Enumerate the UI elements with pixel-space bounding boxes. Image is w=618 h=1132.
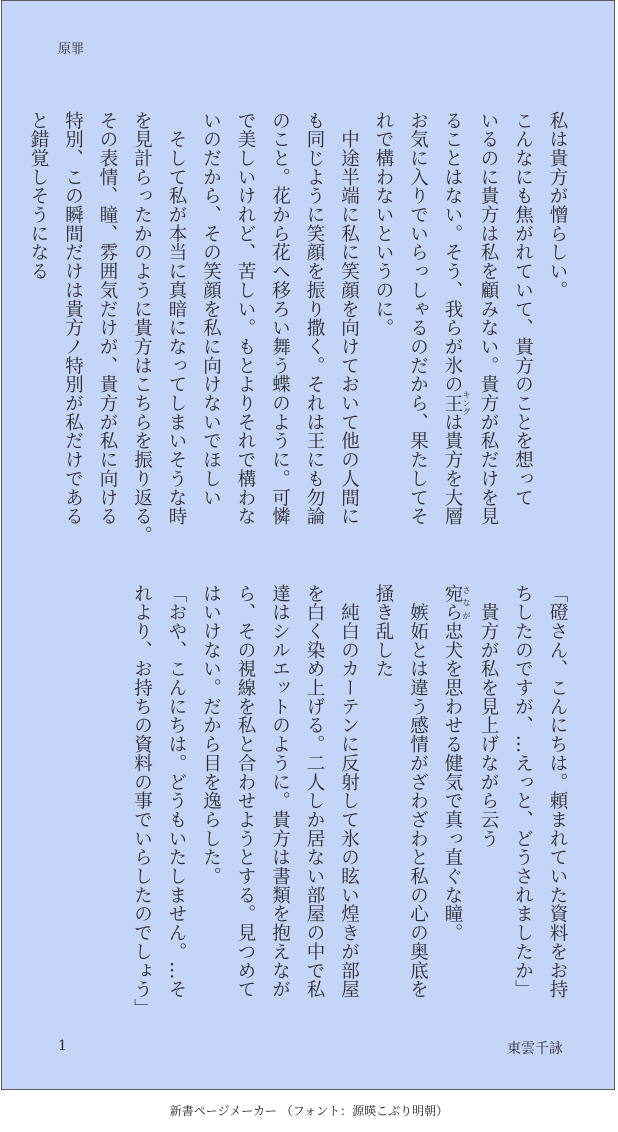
book-page <box>1 0 615 1090</box>
text-line: その表情、瞳、雰囲気だけが、貴方が私に向ける <box>97 111 118 526</box>
text-line: 貴方が私を見上げながら云う <box>478 584 499 848</box>
text-line: 「磴さん、こんにちは。頼まれていた資料をお持 <box>547 584 568 999</box>
text-line: 掻き乱した <box>373 584 394 679</box>
text-line: と錯覚しそうになる <box>28 111 49 281</box>
text-line: いるのに貴方は私を顧みない。貴方が私だけを見 <box>478 111 499 526</box>
text-line: 「おや、こんにちは。どうもいたしません。…そ <box>166 584 187 999</box>
text-line: を白く染め上げる。二人しか居ない部屋の中で私 <box>304 584 325 999</box>
text-line: こんなにも焦がれていて、貴方のことを想って <box>512 111 534 507</box>
text-line: で美しいけれど、苦しい。もとよりそれで構わな <box>235 111 256 526</box>
text-line: れより、お持ちの資料の事でいらしたのでしょう」 <box>131 584 153 1018</box>
text-line: 嫉妬とは違う感情がざわざわと私の心の奥底を <box>407 584 429 999</box>
text-line: 純白のカーテンに反射して氷の眩い煌きが部屋 <box>338 584 360 999</box>
text-line: そして私が本当に真暗になってしまいそうな時 <box>166 111 187 526</box>
ruby-annotation: 王 キング <box>442 390 471 416</box>
text-line: 特別、この瞬間だけは貴方ノ特別が私だけである <box>62 111 84 526</box>
text-line: のこと。花から花へ移ろい舞う蝶のように。可憐 <box>269 111 291 526</box>
generator-credit: 新書ページメーカー （フォント：源暎こぶり明朝） <box>169 1104 449 1118</box>
text-line: も同じように笑顔を振り撒く。それは王にも勿論 <box>304 111 325 526</box>
text-line: はいけない。だから目を逸らした。 <box>200 584 222 886</box>
text-line: お気に入りでいらっしゃるのだから、果たしてそ <box>407 111 429 526</box>
text-line: れで構わないというのに。 <box>373 111 394 338</box>
text-line: ることはない。そう、我らが氷の王 キングは貴方を大層 <box>442 111 471 526</box>
text-line: 私は貴方が憎らしい。 <box>547 111 568 300</box>
text-line: 達はシルエットのように。貴方は書類を抱えなが <box>269 584 291 999</box>
author-name: 東雲千詠 <box>507 1041 563 1057</box>
text-line: 宛ら さなが忠犬を思わせる健気で真っ直ぐな瞳。 <box>442 584 471 943</box>
page-title: 原罪 <box>58 42 85 57</box>
text-line: いのだから、その笑顔を私に向けないでほしい <box>200 111 222 507</box>
text-block-1 <box>21 111 575 545</box>
text-line: ちしたのですが、…えっと、どうされましたか」 <box>512 584 534 999</box>
text-line: ら、その視線を私と合わせようとする。見つめて <box>235 584 256 999</box>
ruby-annotation: 宛ら さなが <box>442 584 471 622</box>
text-line: 中途半端に私に笑顔を向けておいて他の人間に <box>338 111 360 526</box>
page-number: 1 <box>58 1038 67 1054</box>
text-block-2 <box>124 584 574 1024</box>
text-line: を見計らったかのように貴方はこちらを振り返る。 <box>131 111 153 545</box>
